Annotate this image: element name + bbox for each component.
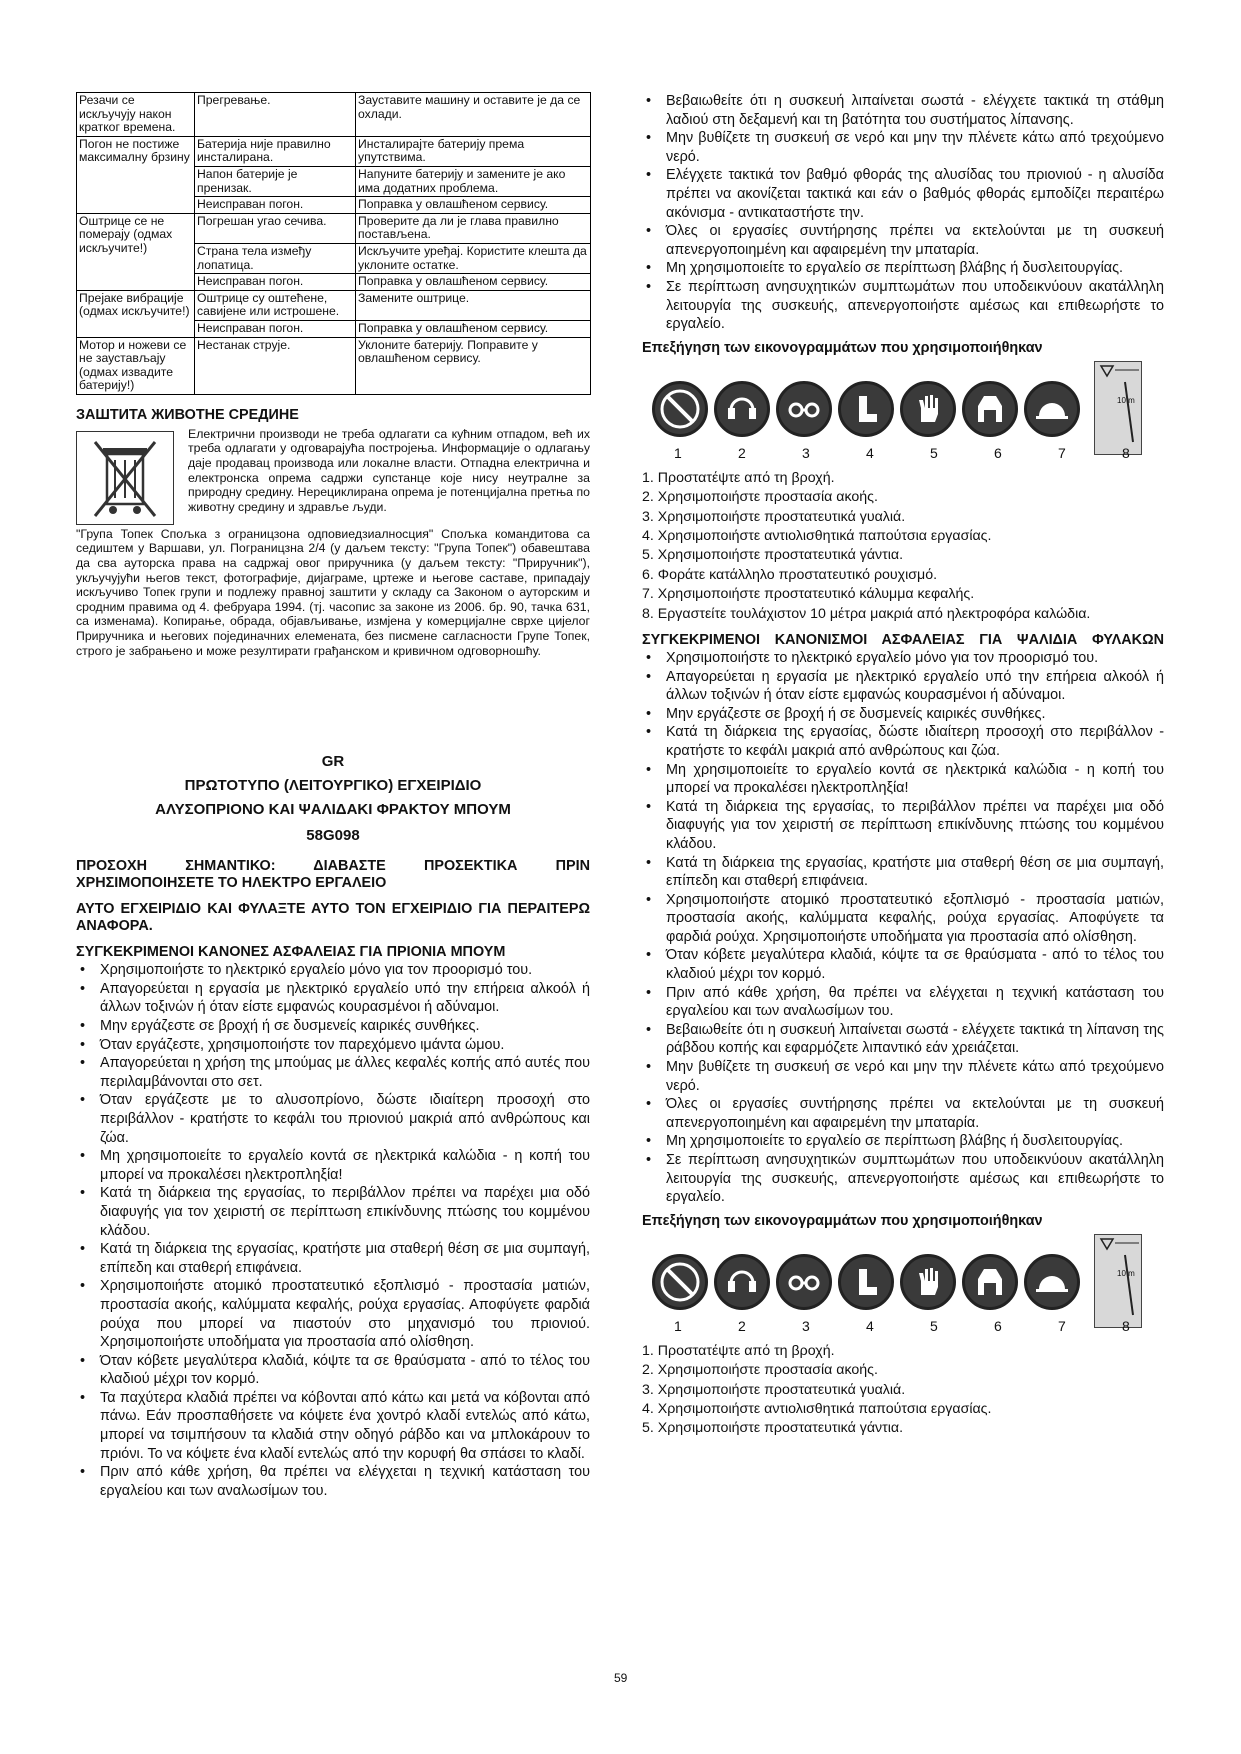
remedy-cell: Поправка у овлашћеном сервису.: [356, 197, 591, 214]
pictogram-row-2: [642, 1230, 1164, 1342]
goggles-icon: [776, 381, 832, 437]
pictogram-number: 4: [866, 1317, 874, 1334]
list-item: • Βεβαιωθείτε ότι η συσκευή λιπαίνεται σωστά - ελέγχετε τακτικά τη στάθμη λαδιού στη δεξαμενή και τη βατόтητα του συστήματος λίπανσης.: [642, 92, 1164, 129]
remedy-cell: Проверите да ли је глава правилно постављена.: [356, 213, 591, 243]
list-item: • Κατά τη διάρκεια της εργασίας, κρατήστε μια σταθερή θέση σε μια συμπαγή, επίπεδη και σταθερή επιφάνεια.: [642, 854, 1164, 891]
pictogram-number: 6: [994, 1317, 1002, 1334]
pictogram-number: 3: [802, 1317, 810, 1334]
no-rain-icon: [652, 1254, 708, 1310]
product-title: ΑΛΥΣΟΠΡΙΟΝΟ ΚΑΙ ΨΑΛΙΔΑΚΙ ΦΡΑΚΤΟΥ ΜΠΟΥΜ: [155, 801, 511, 819]
remedy-cell: Поправка у овлашћеном сервису.: [356, 274, 591, 291]
distance-label: 10 m: [1117, 395, 1135, 405]
pictogram-number: 3: [802, 444, 810, 461]
cause-cell: Неисправан погон.: [195, 320, 356, 337]
lang-code: GR: [321, 753, 345, 771]
remedy-cell: Поправка у овлашћеном сервису.: [356, 320, 591, 337]
legend-item: 4. Χρησιμοποιήστε αντιολισθητικά παπούτσια εργασίας.: [642, 1401, 992, 1417]
list-item: • Κατά τη διάρκεια της εργασίας, δώστε ιδιαίτερη προσοχή στο περιβάλλον - κρατήστε το κεφάλι μακριά από ανθρώπους και ζώα.: [642, 723, 1164, 760]
manual-title: ΠΡΩΤΟΤΥΠΟ (ΛΕΙΤΟΥΡΓΙΚΟ) ΕΓΧΕΙΡΙΔΙΟ: [184, 777, 482, 795]
list-item: • Χρησιμοποιήστε ατομικό προστατευτικό εξοπλισμό - προστασία ματιών, προστασία ακοής, καλύμματα κεφαλής, ρούχα εργασίας. Αποφύγετε τα φαρδιά ρούχα. Χρησιμοποιήστε υποδήματα για προστασία από ολίσθηση.: [642, 891, 1164, 947]
model-number: 58G098: [306, 827, 360, 845]
list-item: • Όλες οι εργασίες συντήρησης πρέπει να εκτελούνται με τη συσκευή απενεργοποιημένη και αφαιρεμένη την μπαταρία.: [642, 222, 1164, 259]
legend-item: 6. Φοράτε κατάλληλο προστατευτικό ρουχισμό.: [642, 566, 938, 583]
legend-item: 3. Χρησιμοποιήστε προστατευτικά γυαλιά.: [642, 508, 906, 525]
helmet-icon: [1024, 381, 1080, 437]
legend-item: 4. Χρησιμοποιήστε αντιολισθητικά παπούτσια εργασίας.: [642, 527, 992, 544]
list-item: • Μην βυθίζετε τη συσκευή σε νερό και μην την πλένετε κάτω από τρεχούμενο νερό.: [642, 1058, 1164, 1095]
saw-rules-list-continued: [642, 92, 1164, 334]
pictogram-number: 4: [866, 444, 874, 461]
list-item: • Βεβαιωθείτε ότι η συσκευή λιπαίνεται σωστά - ελέγχετε τακτικά τη λίπανση της ράβδου κοπής και εφαρμόζετε λιπαντικό εάν χρειάζεται.: [642, 1021, 1164, 1058]
pictogram-number: 8: [1122, 444, 1130, 461]
gloves-icon: [900, 381, 956, 437]
pictogram-legend-1: [642, 469, 1164, 624]
legend-item: 2. Χρησιμοποιήστε προστασία ακοής.: [642, 489, 878, 506]
boots-icon: [838, 1254, 894, 1310]
legend-item: 5. Χρησιμοποιήστε προστατευτικά γάντια.: [642, 1420, 904, 1437]
problem-cell: Мотор и ножеви се не заустављају (одмах извадите батерију!): [77, 337, 195, 394]
list-item: • Κατά τη διάρκεια της εργασίας, το περιβάλλον πρέπει να παρέχει μια οδό διαφυγής για τον χειριστή σε περίπτωση επικίνδυνης πτώσης του κομμένου κλάδου.: [642, 798, 1164, 854]
pictogram-row-1: [642, 357, 1164, 469]
no-rain-icon: [652, 381, 708, 437]
list-item: • Απαγορεύεται η χρήση της μπούμας με άλλες κεφαλές κοπής από αυτές που περιλαμβάνονται στο σετ.: [76, 1054, 590, 1091]
pictogram-legend-2: [642, 1342, 1164, 1439]
list-item: • Μην βυθίζετε τη συσκευή σε νερό και μην την πλένετε κάτω από τρεχούμενο νερό.: [642, 129, 1164, 166]
list-item: • Χρησιμοποιήστε το ηλεκτρικό εργαλείο μόνο για τον προορισμό του.: [76, 961, 590, 980]
distance-label: 10 m: [1117, 1268, 1135, 1278]
cause-cell: Напон батерије је пренизак.: [195, 166, 356, 196]
pictogram-number: 5: [930, 1317, 938, 1334]
problem-cell: Оштрице се не померају (одмах искључите!): [77, 213, 195, 290]
list-item: • Μη χρησιμοποιείτε το εργαλείο κοντά σε ηλεκτρικά καλώδια - η κοπή του μπορεί να προκαλέσει ηλεκτροπληξία!: [76, 1147, 590, 1184]
copyright-text: "Група Топек Спољка з ограницзона одповиедзиалносция" Спољка командитова са седиштем у Варшави, ул. Пограницзна 2/4 (у даљем тексту: "Група Топек") обавештава да сва ауторска права на садржај овог приручника (у даљем тексту: "Приручник"), укључујући његов текст, фотографије, дијаграме, цртеже и његове саставе, припадају искључиво Топек групи и подлежу правној заштити у складу са Законом о ауторским и сродним правима од 4. фебруара 1994. (тј. часопис за законе из 2006. бр. 90, тачка 631, са изменама). Копирање, обрада, објављивање, измјена у комерцијалне сврхе цијелог Приручника и његових појединачних елемената, без писмене сагласности Групе Топек, строго је забрањено и може резултирати грађанском и кривичном одговорношћу.: [76, 526, 590, 658]
remedy-cell: Уклоните батерију. Поправите у овлашћеном сервису.: [356, 337, 591, 394]
list-item: • Χρησιμοποιήστε ατομικό προστατευτικό εξοπλισμό - προστασία ματιών, προστασία ακοής, καλύμματα κεφαλής, ρούχα εργασίας. Αποφύγετε φαρδιά ρούχα που μπορεί να πιαστούν στο μηχανισμό του πριονιού. Χρησιμοποιήστε υποδήματα για προστασία από ολίσθηση.: [76, 1277, 590, 1351]
pictogram-number: 5: [930, 444, 938, 461]
power-line-distance-icon: [1094, 361, 1142, 455]
list-item: • Σε περίπτωση ανησυχητικών συμπτωμάτων που υποδεικνύουν ακατάλληλη λειτουργία της συσκευής, απενεργοποιήστε αμέσως και επιθεωρήστε το εργαλείο.: [642, 278, 1164, 334]
right-column: [642, 92, 1164, 1439]
legend-item: 3. Χρησιμοποιήστε προστατευτικά γυαλιά.: [642, 1381, 906, 1398]
pictogram-number: 1: [674, 1317, 682, 1334]
left-column: [76, 92, 590, 1500]
overall-icon: [962, 381, 1018, 437]
crossed-bin-icon: [76, 431, 174, 525]
list-item: • Μην εργάζεστε σε βροχή ή σε δυσμενείς καιρικές συνθήκες.: [642, 705, 1164, 724]
list-item: • Μη χρησιμοποιείτε το εργαλείο σε περίπτωση βλάβης ή δυσλειτουργίας.: [642, 259, 1164, 278]
problem-cell: Погон не постиже максималну брзину: [77, 136, 195, 213]
legend-item: 1. Προστατέψτε από τη βροχή.: [642, 1342, 835, 1359]
pictogram-number: 7: [1058, 444, 1066, 461]
list-item: • Απαγορεύεται η εργασία με ηλεκτρικό εργαλείο υπό την επήρεια αλκοόλ ή άλλων τοξινών ή όταν είστε εμφανώς κουρασμένοι ή αδύναμοι.: [642, 668, 1164, 705]
problem-cell: Прејаке вибрације (одмах искључите!): [77, 290, 195, 337]
list-item: • Ελέγχετε τακτικά τον βαθμό φθοράς της αλυσίδας του πριονιού - η αλυσίδα πρέπει να ακονίζεται τακτικά και εάν ο βαθμός φθοράς εμποδίζει περαιτέρω ακόνισμα - αντικαταστήστε την.: [642, 166, 1164, 222]
remedy-cell: Замените оштрице.: [356, 290, 591, 320]
pictogram-number: 1: [674, 444, 682, 461]
icons-title-1: Επεξήγηση των εικονογραμμάτων που χρησιμοποιήθηκαν: [642, 339, 1043, 356]
table-row: [77, 93, 591, 137]
legend-item: 7. Χρησιμοποιήστε προστατευτικό κάλυμμα κεφαλής.: [642, 586, 975, 603]
hedge-rules-list: [642, 649, 1164, 1207]
goggles-icon: [776, 1254, 832, 1310]
env-block: [76, 427, 590, 525]
list-item: • Μη χρησιμοποιείτε το εργαλείο σε περίπτωση βλάβης ή δυσλειτουργίας.: [642, 1132, 1164, 1151]
problem-cell: Резачи се искључују након кратког времена.: [77, 93, 195, 137]
troubleshooting-table: [76, 92, 591, 395]
gloves-icon: [900, 1254, 956, 1310]
remedy-cell: Напуните батерију и замените је ако има додатних проблема.: [356, 166, 591, 196]
cause-cell: Батерија није правилно инсталирана.: [195, 136, 356, 166]
table-row: [77, 213, 591, 243]
list-item: • Πριν από κάθε χρήση, θα πρέπει να ελέγχεται η τεχνική κατάσταση του εργαλείου και των αναλωσίμων του.: [76, 1463, 590, 1500]
warning-keep: ΑΥΤΟ ΕΓΧΕΙΡΙΔΙΟ ΚΑΙ ΦΥΛΑΞΤΕ ΑΥΤΟ ΤΟΝ ΕΓΧΕΙΡΙΔΙΟ ΓΙΑ ΠΕΡΑΙΤΕΡΩ ΑΝΑΦΟΡΑ.: [76, 901, 590, 935]
list-item: • Μη χρησιμοποιείτε το εργαλείο κοντά σε ηλεκτρικά καλώδια - η κοπή του μπορεί να προκαλέσει ηλεκτροπληξία!: [642, 761, 1164, 798]
table-row: [77, 136, 591, 166]
hedge-rules-title: ΣΥΓΚΕΚΡΙΜΕΝΟΙ ΚΑΝΟΝΙΣΜΟΙ ΑΣΦΑΛΕΙΑΣ ΓΙΑ ΨΑΛΙΔΙΑ ΦΥΛΑΚΩΝ: [642, 631, 1164, 648]
env-title: ЗАШТИТА ЖИВОТНЕ СРЕДИНЕ: [76, 406, 299, 423]
list-item: • Όταν κόβετε μεγαλύτερα κλαδιά, κόψτε τα σε θραύσματα - από το τέλος του κλαδιού μέχρι τον κορμό.: [642, 946, 1164, 983]
list-item: • Κατά τη διάρκεια της εργασίας, το περιβάλλον πρέπει να παρέχει μια οδό διαφυγής για τον χειριστή σε περίπτωση επικίνδυνης πτώσης του κομμένου κλάδου.: [76, 1184, 590, 1240]
remedy-cell: Инсталирајте батерију према упутствима.: [356, 136, 591, 166]
list-item: • Όταν εργάζεστε με το αλυσοπρίονο, δώστε ιδιαίτερη προσοχή στο περιβάλλον - κρατήστε το κεφάλι του πριονιού μακριά από ανθρώπους και ζώα.: [76, 1091, 590, 1147]
page-number: 59: [614, 1671, 628, 1685]
list-item: • Σε περίπτωση ανησυχητικών συμπτωμάτων που υποδεικνύουν ακατάλληλη λειτουργία της συσκευής, απενεργοποιήστε αμέσως και επιθεωρήστε το εργαλείο.: [642, 1151, 1164, 1207]
env-text: Електрични производи не треба одлагати са кућним отпадом, већ их треба одлагати у одговарајућа постројења. Информације о одлагању даје продавац производа или локалне власти. Отпадна електрична и електронска опрема садржи супстанце које нису неутралне за природну средину. Нерециклирана опрема је потенцијална претња по животну средину и здравље људи.: [188, 426, 590, 514]
cause-cell: Нестанак струје.: [195, 337, 356, 394]
legend-item: 2. Χρησιμοποιήστε προστασία ακοής.: [642, 1362, 878, 1379]
ear-protection-icon: [714, 381, 770, 437]
list-item: • Μην εργάζεστε σε βροχή ή σε δυσμενείς καιρικές συνθήκες.: [76, 1017, 590, 1036]
list-item: • Πριν από κάθε χρήση, θα πρέπει να ελέγχεται η τεχνική κατάσταση του εργαλείου και των αναλωσίμων του.: [642, 984, 1164, 1021]
saw-rules-title: ΣΥΓΚΕΚΡΙΜΕΝΟΙ ΚΑΝΟΝΕΣ ΑΣΦΑΛΕΙΑΣ ΓΙΑ ΠΡΙΟΝΙΑ ΜΠΟΥΜ: [76, 944, 506, 961]
cause-cell: Оштрице су оштећене, савијене или истрошене.: [195, 290, 356, 320]
list-item: • Τα παχύτερα κλαδιά πρέπει να κόβονται από κάτω και μετά να κόβονται από πάνω. Εάν προσπαθήσετε να κόψετε ένα χοντρό κλαδί εντελώς από κάτω, μπορεί να τσιμπήσουν τα κλαδιά στην οδηγό ράβδο και να μπλοκάρουν το πριόνι. Το να κόψετε ένα κλαδί εντελώς από την κορυφή θα σπάσει το κλαδί.: [76, 1389, 590, 1463]
list-item: • Όταν κόβετε μεγαλύτερα κλαδιά, κόψτε τα σε θραύσματα - από το τέλος του κλαδιού μέχρι τον κορμό.: [76, 1352, 590, 1389]
warning-read: ΠΡΟΣΟΧΗ ΣΗΜΑΝΤΙΚΟ: ΔΙΑΒΑΣΤΕ ΠΡΟΣΕΚΤΙΚΑ ΠΡΙΝ ΧΡΗΣΙΜΟΠΟΙΗΣΕΤΕ ΤΟ ΗΛΕΚΤΡΟ ΕΡΓΑΛΕΙΟ: [76, 858, 590, 892]
pictogram-number: 2: [738, 444, 746, 461]
ear-protection-icon: [714, 1254, 770, 1310]
helmet-icon: [1024, 1254, 1080, 1310]
cause-cell: Неисправан погон.: [195, 274, 356, 291]
cause-cell: Неисправан погон.: [195, 197, 356, 214]
table-row: [77, 290, 591, 320]
pictogram-number: 8: [1122, 1317, 1130, 1334]
list-item: • Κατά τη διάρκεια της εργασίας, κρατήστε μια σταθερή θέση σε μια συμπαγή, επίπεδη και σταθερή επιφάνεια.: [76, 1240, 590, 1277]
remedy-cell: Зауставите машину и оставите је да се охлади.: [356, 93, 591, 137]
pictogram-number: 2: [738, 1317, 746, 1334]
remedy-cell: Искључите уређај. Користите клешта да уклоните остатке.: [356, 243, 591, 273]
legend-item: 8. Εργαστείτε τουλάχιστον 10 μέτρα μακριά από ηλεκτροφόρα καλώδια.: [642, 605, 1091, 622]
legend-item: 1. Προστατέψτε από τη βροχή.: [642, 469, 835, 486]
boots-icon: [838, 381, 894, 437]
cause-cell: Страна тела између лопатица.: [195, 243, 356, 273]
power-line-distance-icon: [1094, 1234, 1142, 1328]
overall-icon: [962, 1254, 1018, 1310]
list-item: • Χρησιμοποιήστε το ηλεκτρικό εργαλείο μόνο για τον προορισμό του.: [642, 649, 1164, 668]
icons-title-2: Επεξήγηση των εικονογραμμάτων που χρησιμοποιήθηκαν: [642, 1212, 1043, 1229]
pictogram-number: 6: [994, 444, 1002, 461]
cause-cell: Погрешан угао сечива.: [195, 213, 356, 243]
legend-item: 5. Χρησιμοποιήστε προστατευτικά γάντια.: [642, 547, 904, 564]
table-row: [77, 337, 591, 394]
list-item: • Όλες οι εργασίες συντήρησης πρέπει να εκτελούνται με τη συσκευή απενεργοποιημένη και αφαιρεμένη την μπαταρία.: [642, 1095, 1164, 1132]
pictogram-number: 7: [1058, 1317, 1066, 1334]
cause-cell: Прегревање.: [195, 93, 356, 137]
list-item: • Όταν εργάζεστε, χρησιμοποιήστε τον παρεχόμενο ιμάντα ώμου.: [76, 1036, 590, 1055]
saw-rules-list: [76, 961, 590, 1500]
list-item: • Απαγορεύεται η εργασία με ηλεκτρικό εργαλείο υπό την επήρεια αλκοόλ ή άλλων τοξινών ή όταν είστε εμφανώς κουρασμένοι ή αδύναμοι.: [76, 980, 590, 1017]
